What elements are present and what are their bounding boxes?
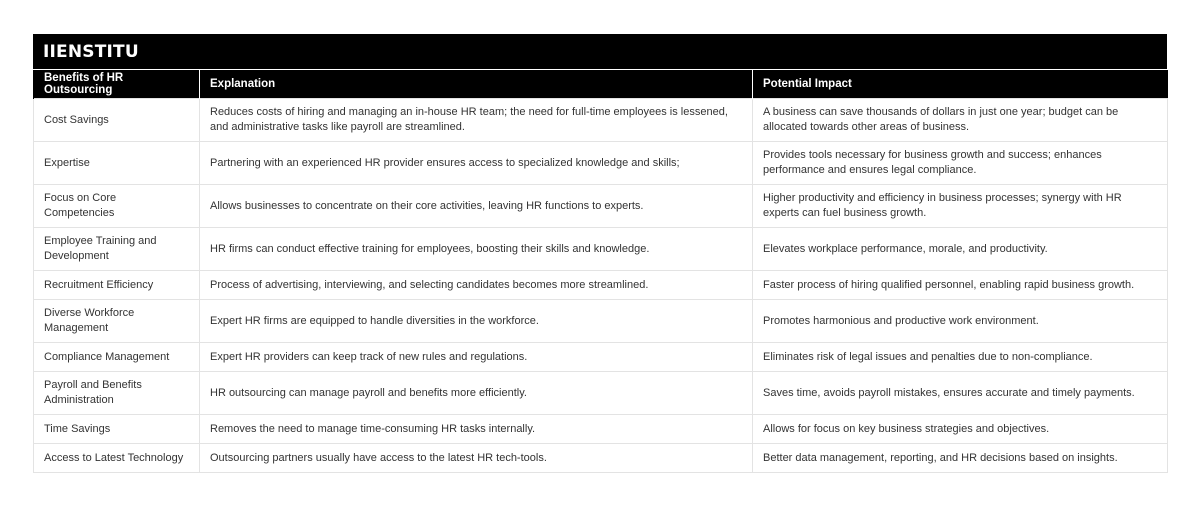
table-row [34, 444, 1168, 473]
impact-cell: Allows for focus on key business strategies and objectives. [753, 415, 1168, 444]
impact-cell: A business can save thousands of dollars in just one year; budget can be allocated towards other areas of business. [753, 99, 1168, 142]
table-body [34, 99, 1168, 473]
impact-cell: Higher productivity and efficiency in business processes; synergy with HR experts can fuel business growth. [753, 185, 1168, 228]
benefit-cell: Expertise [34, 142, 200, 185]
column-header-benefit: Benefits of HR Outsourcing [34, 70, 200, 99]
impact-cell: Provides tools necessary for business growth and success; enhances performance and ensures legal compliance. [753, 142, 1168, 185]
benefit-cell: Recruitment Efficiency [34, 271, 200, 300]
table-row [34, 228, 1168, 271]
benefits-table-container [33, 34, 1167, 473]
table-row [34, 415, 1168, 444]
explanation-cell: Allows businesses to concentrate on their core activities, leaving HR functions to experts. [200, 185, 753, 228]
brand-title: IIENSTITU [43, 41, 139, 62]
benefit-cell: Time Savings [34, 415, 200, 444]
impact-cell: Better data management, reporting, and HR decisions based on insights. [753, 444, 1168, 473]
table-row [34, 142, 1168, 185]
header-row [34, 70, 1168, 99]
column-header-impact: Potential Impact [753, 70, 1168, 99]
brand-header [33, 34, 1167, 69]
table-row [34, 343, 1168, 372]
benefits-table [33, 69, 1168, 473]
impact-cell: Eliminates risk of legal issues and penalties due to non-compliance. [753, 343, 1168, 372]
impact-cell: Faster process of hiring qualified personnel, enabling rapid business growth. [753, 271, 1168, 300]
explanation-cell: HR outsourcing can manage payroll and benefits more efficiently. [200, 372, 753, 415]
table-row [34, 99, 1168, 142]
benefit-cell: Compliance Management [34, 343, 200, 372]
column-header-explanation: Explanation [200, 70, 753, 99]
benefit-cell: Diverse Workforce Management [34, 300, 200, 343]
explanation-cell: Removes the need to manage time-consuming HR tasks internally. [200, 415, 753, 444]
explanation-cell: HR firms can conduct effective training for employees, boosting their skills and knowledge. [200, 228, 753, 271]
benefit-cell: Focus on Core Competencies [34, 185, 200, 228]
explanation-cell: Reduces costs of hiring and managing an in-house HR team; the need for full-time employees is lessened, and administrative tasks like payroll are streamlined. [200, 99, 753, 142]
table-row [34, 300, 1168, 343]
explanation-cell: Expert HR providers can keep track of new rules and regulations. [200, 343, 753, 372]
explanation-cell: Outsourcing partners usually have access to the latest HR tech-tools. [200, 444, 753, 473]
explanation-cell: Process of advertising, interviewing, and selecting candidates becomes more streamlined. [200, 271, 753, 300]
explanation-cell: Expert HR firms are equipped to handle diversities in the workforce. [200, 300, 753, 343]
explanation-cell: Partnering with an experienced HR provider ensures access to specialized knowledge and skills; [200, 142, 753, 185]
table-header [34, 70, 1168, 99]
table-row [34, 372, 1168, 415]
table-row [34, 185, 1168, 228]
benefit-cell: Payroll and Benefits Administration [34, 372, 200, 415]
impact-cell: Saves time, avoids payroll mistakes, ensures accurate and timely payments. [753, 372, 1168, 415]
benefit-cell: Employee Training and Development [34, 228, 200, 271]
benefit-cell: Access to Latest Technology [34, 444, 200, 473]
impact-cell: Promotes harmonious and productive work environment. [753, 300, 1168, 343]
table-row [34, 271, 1168, 300]
impact-cell: Elevates workplace performance, morale, and productivity. [753, 228, 1168, 271]
benefit-cell: Cost Savings [34, 99, 200, 142]
